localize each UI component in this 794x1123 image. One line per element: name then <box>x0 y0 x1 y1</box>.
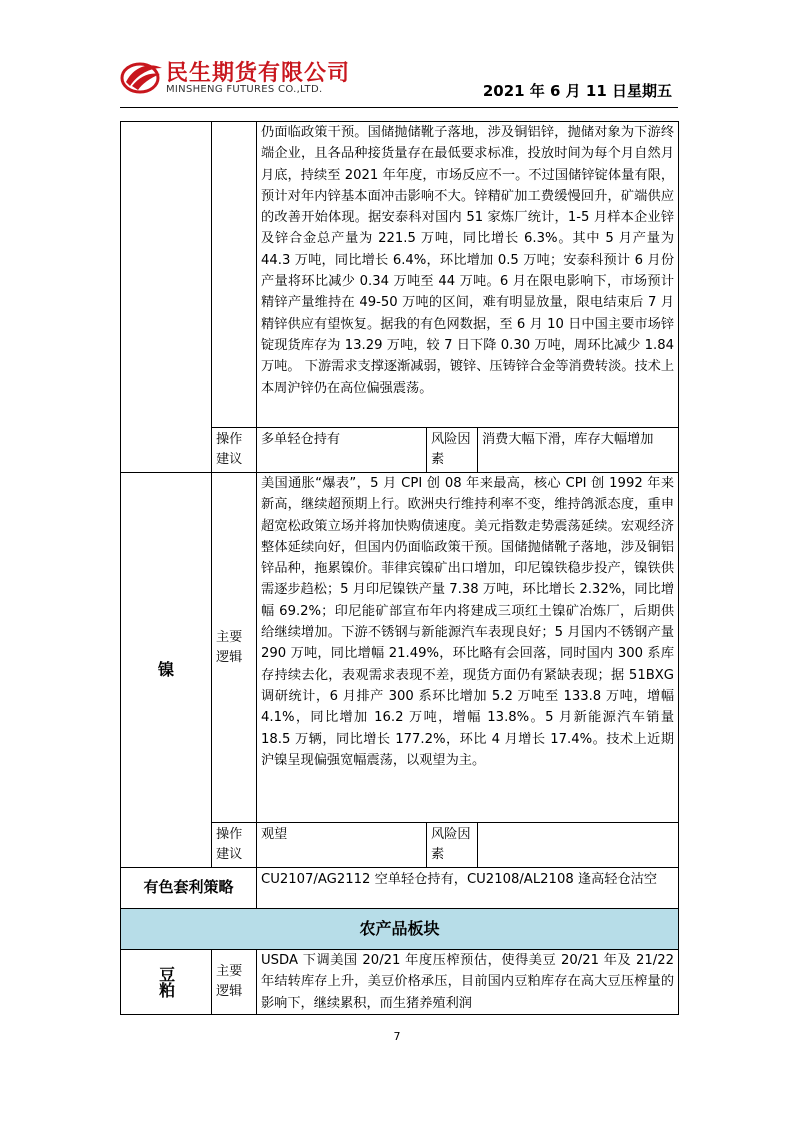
soymeal-logic-row <box>121 950 679 1015</box>
soymeal-logic-text: USDA 下调美国 20/21 年度压榨预估，使得美豆 20/21 年及 21/22 年结转库存上升，美豆价格承压，目前国内豆粕库存在高大豆压榨量的影响下，继续累积，而生猪养殖利润 <box>257 950 679 1015</box>
report-table <box>120 121 679 1015</box>
page-header <box>120 50 680 106</box>
strategy-label: 有色套利策略 <box>121 868 257 909</box>
company-name-cn: 民生期货有限公司 <box>166 61 351 86</box>
nickel-logic-text: 美国通胀“爆表”，5 月 CPI 创 08 年来最高，核心 CPI 创 1992 年来新高，继续超预期上行。欧洲央行维持利率不变，维持鸽派态度，重申超宽松政策立场并将加快购债速度。美元指数走势震荡延续。宏观经济整体延续向好，但国内仍面临政策干预。国储抛储靴子落地，涉及铜铝锌品种，拖累镍价。菲律宾镍矿出口增加，印尼镍铁稳步投产，镍铁供需逐步趋松；5 月印尼镍铁产量 7.38 万吨，环比增长 2.32%，同比增幅 69.2%；印尼能矿部宣布年内将建成三项红土镍矿冶炼厂，后期供给继续增加。下游不锈钢与新能源汽车表现良好；5 月国内不锈钢产量 290 万吨，同比增幅 21.49%，环比略有会回落，同时国内 300 系库存持续去化，表观需求表现不差，现货方面仍有紧缺表现；据 51BXG 调研统计，6 月排产 300 系环比增加 5.2 万吨至 133.8 万吨，增幅 4.1%，同比增加 16.2 万吨，增幅 13.8%。5 月新能源汽车销量 18.5 万辆，同比增长 177.2%，环比 4 月增长 17.4%。技术上近期沪镍呈现偏强宽幅震荡，以观望为主。 <box>257 473 679 823</box>
section-title: 农产品板块 <box>121 909 679 950</box>
zinc-op-value: 多单轻仓持有 <box>257 428 427 473</box>
nickel-risk-value <box>478 823 679 868</box>
strategy-row <box>121 868 679 909</box>
soymeal-category: 豆粕 <box>121 950 212 1015</box>
zinc-risk-value: 消费大幅下滑，库存大幅增加 <box>478 428 679 473</box>
minsheng-logo-icon <box>120 56 164 96</box>
nickel-risk-label: 风险因素 <box>427 823 478 868</box>
zinc-logic-text: 仍面临政策干预。国储抛储靴子落地，涉及铜铝锌，抛储对象为下游终端企业，且各品种接货量存在最低要求标准，投放时间为每个月自然月月底，持续至 2021 年年度，市场反应不一。不过国储锌锭体量有限，预计对年内锌基本面冲击影响不大。锌精矿加工费缓慢回升，矿端供应的改善开始体现。据安泰科对国内 51 家炼厂统计，1-5 月样本企业锌及锌合金总产量为 221.5 万吨，同比增长 6.3%。其中 5 月产量为 44.3 万吨，同比增长 6.4%，环比增加 0.5 万吨；安泰科预计 6 月份产量将环比减少 0.34 万吨至 44 万吨。6 月在限电影响下，市场预计精锌产量维持在 49-50 万吨的区间，难有明显放量，限电结束后 7 月精锌供应有望恢复。据我的有色网数据，至 6 月 10 日中国主要市场锌锭现货库存为 13.29 万吨，较 7 日下降 0.30 万吨，周环比减少 1.84 万吨。 下游需求支撑逐渐减弱，镀锌、压铸锌合金等消费转淡。技术上本周沪锌仍在高位偏强震荡。 <box>257 122 679 428</box>
nickel-category: 镍 <box>121 473 212 868</box>
soymeal-logic-label: 主要逻辑 <box>212 950 257 1015</box>
strategy-value: CU2107/AG2112 空单轻仓持有，CU2108/AL2108 逢高轻仓沽空 <box>257 868 679 909</box>
zinc-risk-label: 风险因素 <box>427 428 478 473</box>
nickel-logic-row <box>121 473 679 823</box>
report-date: 2021 年 6 月 11 日星期五 <box>482 82 672 100</box>
section-header-row <box>121 909 679 950</box>
nickel-op-value: 观望 <box>257 823 427 868</box>
nickel-op-label: 操作建议 <box>212 823 257 868</box>
company-name-en: MINSHENG FUTURES CO.,LTD. <box>166 84 323 95</box>
page-number: 7 <box>393 1030 401 1043</box>
zinc-logic-label <box>212 122 257 428</box>
zinc-category-cell <box>121 122 212 473</box>
zinc-logic-row <box>121 122 679 428</box>
header-divider <box>120 107 678 108</box>
zinc-op-label: 操作建议 <box>212 428 257 473</box>
nickel-logic-label: 主要逻辑 <box>212 473 257 823</box>
